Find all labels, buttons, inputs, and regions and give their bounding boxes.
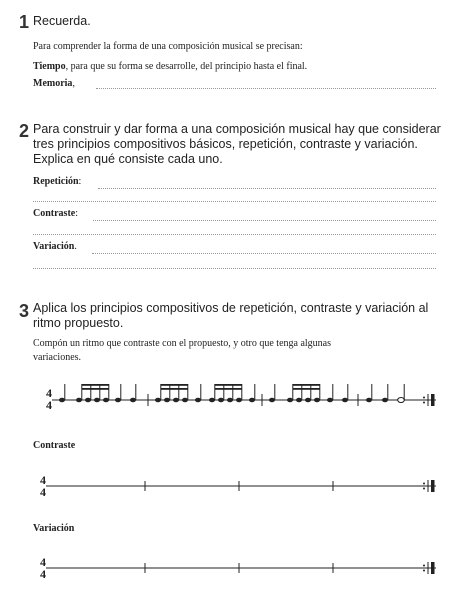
measure-4 (366, 384, 404, 403)
contraste-field-label: Contraste: (33, 208, 78, 219)
section-1-intro: Para comprender la forma de una composición musical se precisan: (33, 41, 303, 52)
section-3-title-line1: Aplica los principios compositivos de repetición, contraste y variación al (33, 301, 429, 315)
svg-text:4: 4 (40, 485, 46, 499)
quarter-note (327, 398, 333, 403)
tiempo-term: Tiempo (33, 61, 66, 72)
contraste-staff-label: Contraste (33, 440, 76, 451)
quarter-note (195, 398, 201, 403)
section-2-title-line2: tres principios compositivos básicos, repetición, contraste y variación. (33, 137, 418, 151)
section-3-number: 3 (19, 301, 30, 321)
quarter-note (366, 398, 372, 403)
quarter-note (342, 398, 348, 403)
svg-text:4: 4 (40, 473, 46, 487)
variacion-staff-label: Variación (33, 523, 75, 534)
variacion-staff[interactable] (40, 555, 436, 581)
repeticion-label: Repetición: (33, 176, 82, 187)
section-3-title-line2: ritmo propuesto. (33, 316, 124, 330)
section-1-title: Recuerda. (33, 14, 91, 28)
quarter-note (269, 398, 275, 403)
memoria-text: , (72, 78, 75, 89)
contraste-staff[interactable] (40, 473, 436, 499)
memoria-term: Memoria (33, 78, 73, 89)
time-signature-top: 4 (46, 386, 52, 400)
time-signature-bottom: 4 (46, 398, 52, 412)
tiempo-text: , para que su forma se desarrolle, del principio hasta el final. (65, 61, 308, 72)
svg-text:4: 4 (40, 555, 46, 569)
section-2-title-line1: Para construir y dar forma a una composición musical hay que considerar (33, 122, 441, 136)
section-3-instr-line2: variaciones. (33, 352, 82, 363)
quarter-note (59, 398, 65, 403)
section-1-number: 1 (19, 12, 30, 32)
half-note (398, 398, 405, 403)
quarter-note (115, 398, 121, 403)
section-2-number: 2 (19, 121, 30, 141)
quarter-note (382, 398, 388, 403)
section-2-title-line3: Explica en qué consiste cada uno. (33, 152, 223, 166)
quarter-note (130, 398, 136, 403)
section-3-instr-line1: Compón un ritmo que contraste con el propuesto, y otro que tenga algunas (33, 338, 331, 349)
quarter-note (249, 398, 255, 403)
variacion-field-label: Variación. (33, 241, 77, 252)
svg-text:4: 4 (40, 567, 46, 581)
given-rhythm-staff (46, 384, 436, 412)
